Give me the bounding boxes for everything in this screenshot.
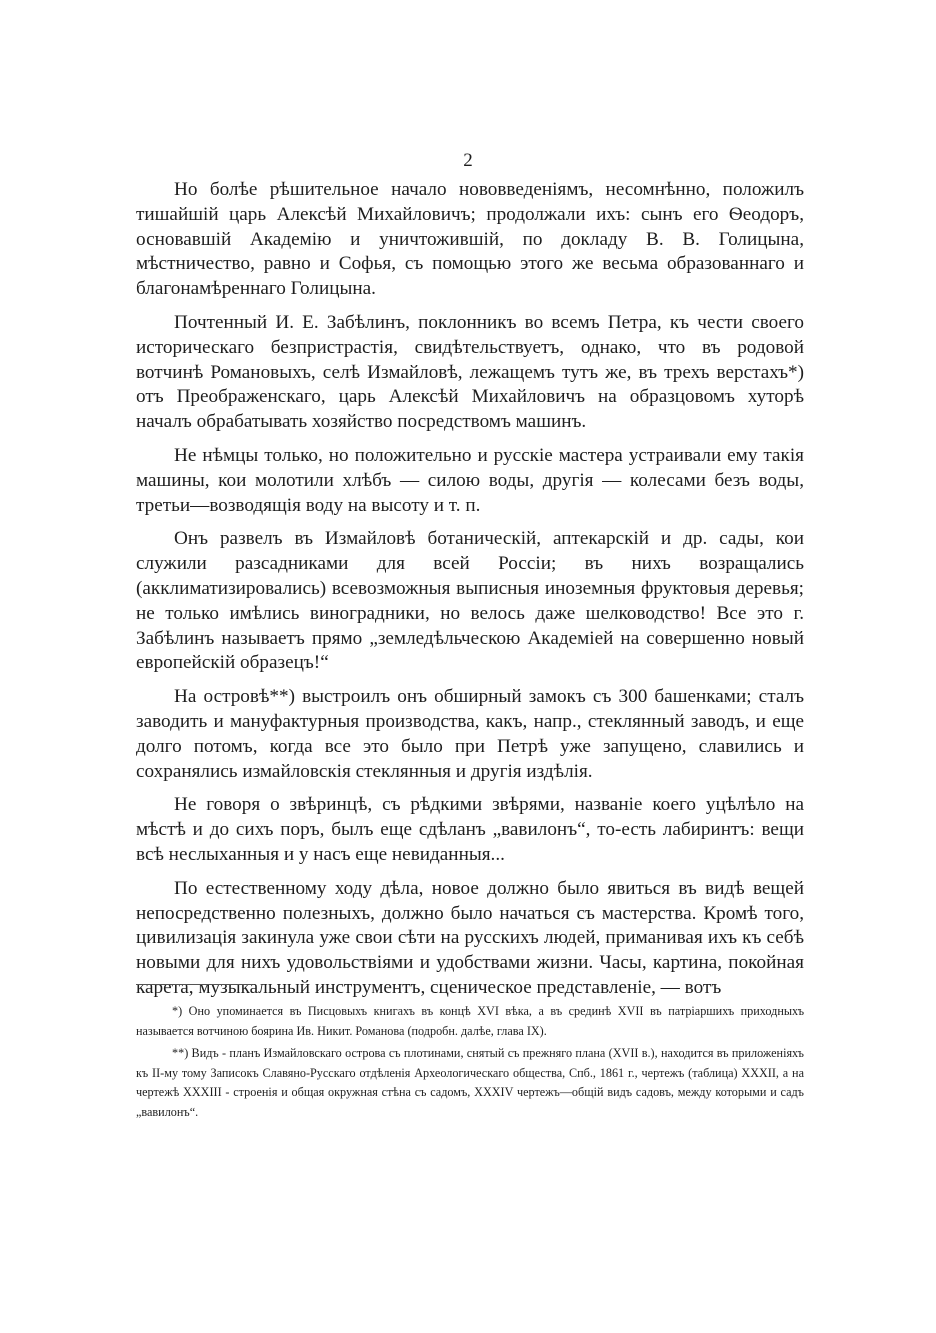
paragraph-6: Не говоря о звѣринцѣ, съ рѣдкими звѣрями, названіе коего уцѣлѣло на мѣстѣ и до сихъ поръ, былъ еще сдѣланъ „вавилонъ“, то-есть лабиринтъ: вещи всѣ неслыханныя и у насъ еще невиданныя... (136, 794, 804, 865)
footnote-1: *) Оно упоминается въ Писцовыхъ книгахъ въ концѣ XVI вѣка, а въ срединѣ XVII въ патріаршихъ приходныхъ называется вотчиною боярина Ив. Никит. Романова (подробн. далѣе, глава IX). (136, 1004, 804, 1038)
main-text (136, 178, 804, 1010)
paragraph-3: Не нѣмцы только, но положительно и русскіе мастера устраивали ему такія машины, кои молотили хлѣбъ — силою воды, другія — колесами безъ воды, третьи—возводящія воду на высоту и т. п. (136, 444, 804, 516)
paragraph-1: Но болѣе рѣшительное начало нововведеніямъ, несомнѣнно, положилъ тишайшій царь Алексѣй Михайловичъ; продолжали ихъ: сынъ его Ѳеодоръ, основавшій Академію и уничтожившій, по докладу В. В. Голицына, мѣстничество, равно и Софья, съ помощью этого же весьма образованнаго и благонамѣреннаго Голицына. (136, 179, 804, 300)
footnote-2: **) Видъ - планъ Измайловскаго острова съ плотинами, снятый съ прежняго плана (XVII в.), находится въ приложеніяхъ къ II-му тому Записокъ Славяно-Русскаго отдѣленія Археологическаго общества, Спб., 1861 г., чертежъ (таблица) XXXII, а на чертежѣ XXXIII - строенія и общая окружная стѣна съ садомъ, XXXIV чертежъ—общій видъ садовъ, между которыми и садъ „вавилонъ“. (136, 1046, 804, 1119)
paragraph-4: Онъ развелъ въ Измайловѣ ботаническій, аптекарскій и др. сады, кои служили разсадниками для всей Россіи; въ нихъ возращались (акклиматизировались) всевозможныя выписныя иноземныя фруктовыя деревья; не только имѣлись виноградники, но велось даже шелководство! Все это г. Забѣлинъ называетъ прямо „земледѣльческою Академіей на совершенно новый европейскій образецъ!“ (136, 528, 804, 674)
footnote-separator (136, 984, 252, 985)
paragraph-2: Почтенный И. Е. Забѣлинъ, поклонникъ во всемъ Петра, къ чести своего историческаго безпристрастія, свидѣтельствуетъ, однако, что въ родовой вотчинѣ Романовыхъ, селѣ Измайловѣ, лежащемъ тутъ же, въ трехъ верстахъ*) отъ Преображенскаго, царь Алексѣй Михайловичъ на образцовомъ хуторѣ началъ обрабатывать хозяйство посредствомъ машинъ. (136, 311, 804, 433)
paragraph-5: На островѣ**) выстроилъ онъ обширный замокъ съ 300 башенками; сталъ заводить и мануфактурныя производства, какъ, напр., стеклянный заводъ, и еще долго потомъ, когда все это было при Петрѣ уже запущено, славились и сохранялись измайловскія стеклянныя и другія издѣлія. (136, 686, 804, 782)
page-number: 2 (463, 150, 473, 171)
footnotes (136, 1002, 804, 1126)
paragraph-7: По естественному ходу дѣла, новое должно было явиться въ видѣ вещей непосредственно полезныхъ, должно было начаться съ мастерства. Кромѣ того, цивилизація закинула уже свои сѣти на русскихъ людей, приманивая ихъ къ себѣ новыми для нихъ удовольствіями и удобствами жизни. Часы, картина, покойная карета, музыкальный инструментъ, сценическое представленіе, — вотъ (136, 877, 804, 998)
